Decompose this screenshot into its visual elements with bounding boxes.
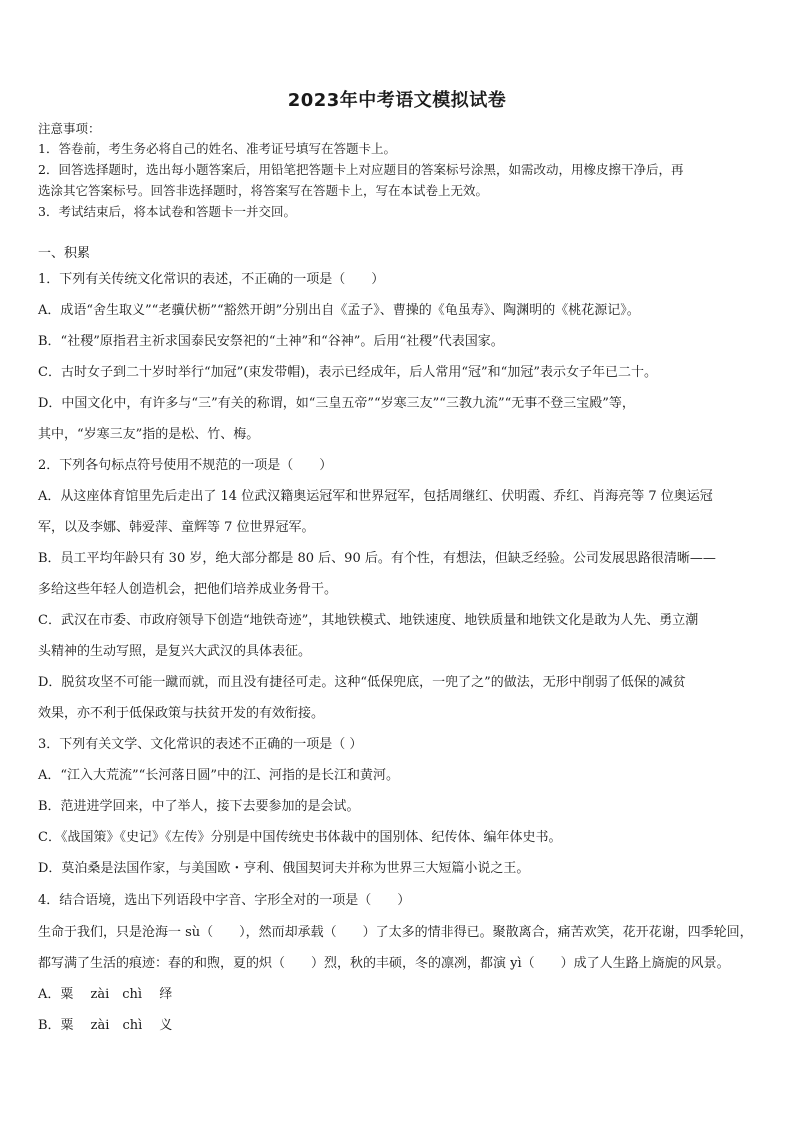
answer-option: A．成语“舍生取义”“老骥伏枥”“豁然开朗”分别出自《孟子》、曹操的《龟虽寿》、陶渊明的《桃花源记》。 <box>38 303 640 318</box>
passage-text: 都写满了生活的痕迹：春的和煦，夏的炽（ ）烈，秋的丰硕，冬的凛冽，都演 yì（ ）成了人生路上旖旎的风景。 <box>38 956 730 971</box>
notice-item: 选涂其它答案标号。回答非选择题时，将答案写在答题卡上，写在本试卷上无效。 <box>38 183 489 198</box>
notice-item: 3．考试结束后，将本试卷和答题卡一并交回。 <box>38 204 296 219</box>
question-stem: 4．结合语境，选出下列语段中字音、字形全对的一项是（ ） <box>38 893 411 908</box>
answer-option: D．中国文化中，有许多与“三”有关的称谓，如“三皇五帝”“岁寒三友”“三教九流”“无事不登三宝殿”等， <box>38 396 635 411</box>
notice-item: 2．回答选择题时，选出每小题答案后，用铅笔把答题卡上对应题目的答案标号涂黑，如需改动，用橡皮擦干净后，再 <box>38 162 684 177</box>
answer-option-continuation: 其中，“岁寒三友”指的是松、竹、梅。 <box>38 427 260 442</box>
answer-option: A．“江入大荒流”“长河落日圆”中的江、河指的是长江和黄河。 <box>38 768 399 783</box>
answer-option: D．莫泊桑是法国作家，与美国欧・亨利、俄国契诃夫并称为世界三大短篇小说之王。 <box>38 861 530 876</box>
answer-option: B．“社稷”原指君主祈求国泰民安祭祀的“土神”和“谷神”。后用“社稷”代表国家。 <box>38 334 504 349</box>
answer-option: C．古时女子到二十岁时举行“加冠”(束发带帽)，表示已经成年，后人常用“冠”和“加冠”表示女子年已二十。 <box>38 365 657 380</box>
answer-option: C．武汉在市委、市政府领导下创造“地铁奇迹”，其地铁模式、地铁速度、地铁质量和地铁文化是敢为人先、勇立潮 <box>38 613 699 628</box>
answer-option-continuation: 头精神的生动写照，是复兴大武汉的具体表征。 <box>38 644 312 659</box>
answer-option: B．粟 zài chì 义 <box>38 1018 173 1033</box>
answer-option: C．《战国策》《史记》《左传》分别是中国传统史书体裁中的国别体、纪传体、编年体史书。 <box>38 830 562 845</box>
passage-text: 生命于我们，只是沧海一 sù（ ），然而却承载（ ）了太多的情非得已。聚散离合，痛苦欢笑，花开花谢，四季轮回， <box>38 925 753 940</box>
question-stem: 1．下列有关传统文化常识的表述，不正确的一项是（ ） <box>38 272 385 287</box>
notice-item: 1．答卷前，考生务必将自己的姓名、准考证号填写在答题卡上。 <box>38 141 396 156</box>
answer-option: D．脱贫攻坚不可能一蹴而就，而且没有捷径可走。这种“低保兜底，一兜了之”的做法，无形中削弱了低保的减贫 <box>38 675 686 690</box>
page-title: 2023年中考语文模拟试卷 <box>287 90 507 111</box>
answer-option-continuation: 多给这些年轻人创造机会，把他们培养成业务骨干。 <box>38 582 338 597</box>
question-stem: 2．下列各句标点符号使用不规范的一项是（ ） <box>38 458 333 473</box>
answer-option: B．范进进学回来，中了举人，接下去要参加的是会试。 <box>38 799 360 814</box>
question-stem: 3．下列有关文学、文化常识的表述不正确的一项是（ ） <box>38 737 363 752</box>
notice-heading: 注意事项： <box>38 121 101 136</box>
answer-option: B．员工平均年龄只有 30 岁，绝大部分都是 80 后、90 后。有个性，有想法，但缺乏经验。公司发展思路很清晰—— <box>38 551 716 566</box>
answer-option-continuation: 效果，亦不利于低保政策与扶贫开发的有效衔接。 <box>38 706 325 721</box>
answer-option-continuation: 军，以及李娜、韩爱萍、童辉等 7 位世界冠军。 <box>38 520 315 535</box>
section-heading: 一、积累 <box>38 246 91 261</box>
answer-option: A．从这座体育馆里先后走出了 14 位武汉籍奥运冠军和世界冠军，包括周继红、伏明霞、乔红、肖海亮等 7 位奥运冠 <box>38 489 713 504</box>
answer-option: A．粟 zài chì 绎 <box>38 987 173 1002</box>
